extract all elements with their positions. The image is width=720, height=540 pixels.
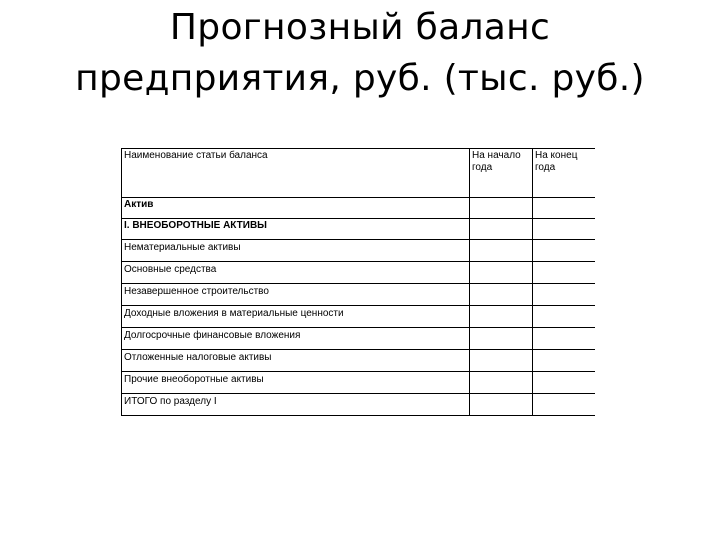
- row-start-value: [470, 219, 533, 240]
- row-end-value: [533, 219, 595, 240]
- row-end-value: [533, 306, 595, 328]
- row-end-value: [533, 240, 595, 262]
- table-row: [122, 372, 595, 394]
- table-row: [122, 328, 595, 350]
- row-start-value: [470, 372, 533, 394]
- balance-table: [121, 148, 595, 416]
- row-label: ИТОГО по разделу I: [122, 394, 470, 416]
- row-label: Долгосрочные финансовые вложения: [122, 328, 470, 350]
- row-end-value: [533, 372, 595, 394]
- table-row: [122, 284, 595, 306]
- row-end-value: [533, 328, 595, 350]
- row-label: Прочие внеоборотные активы: [122, 372, 470, 394]
- row-start-value: [470, 284, 533, 306]
- row-label: Актив: [122, 198, 470, 219]
- table-row: [122, 240, 595, 262]
- row-label: Незавершенное строительство: [122, 284, 470, 306]
- table-row: [122, 262, 595, 284]
- row-start-value: [470, 262, 533, 284]
- row-label: Основные средства: [122, 262, 470, 284]
- table-row-section-1: [122, 219, 595, 240]
- row-label: I. ВНЕОБОРОТНЫЕ АКТИВЫ: [122, 219, 470, 240]
- row-start-value: [470, 306, 533, 328]
- table-row-assets: [122, 198, 595, 219]
- table-header-row: [122, 149, 595, 198]
- header-end-of-year: На конец года: [533, 149, 595, 198]
- table-row-total-section-1: [122, 394, 595, 416]
- row-end-value: [533, 350, 595, 372]
- row-start-value: [470, 198, 533, 219]
- row-start-value: [470, 394, 533, 416]
- row-end-value: [533, 284, 595, 306]
- table-row: [122, 306, 595, 328]
- row-start-value: [470, 328, 533, 350]
- slide-title-line-1: Прогнозный баланс: [169, 7, 551, 48]
- row-label: Доходные вложения в материальные ценности: [122, 306, 470, 328]
- row-start-value: [470, 240, 533, 262]
- table-row: [122, 350, 595, 372]
- row-start-value: [470, 350, 533, 372]
- slide-title-line-2: предприятия, руб. (тыс. руб.): [75, 58, 645, 99]
- header-item-name: Наименование статьи баланса: [122, 149, 470, 198]
- row-label: Отложенные налоговые активы: [122, 350, 470, 372]
- slide-title: [0, 2, 720, 104]
- row-end-value: [533, 198, 595, 219]
- row-label: Нематериальные активы: [122, 240, 470, 262]
- row-end-value: [533, 394, 595, 416]
- header-start-of-year: На начало года: [470, 149, 533, 198]
- row-end-value: [533, 262, 595, 284]
